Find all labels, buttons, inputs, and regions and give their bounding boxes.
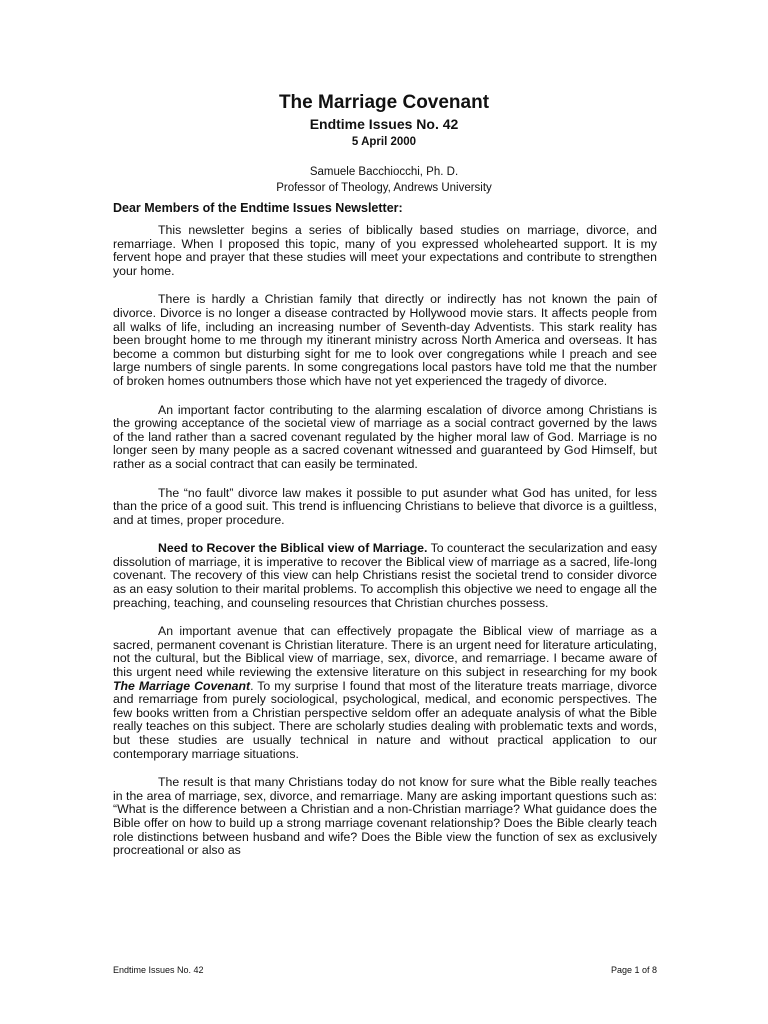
author-name: Samuele Bacchiocchi, Ph. D.: [309, 166, 459, 178]
footer-publication: Endtime Issues No. 42: [113, 965, 204, 975]
salutation: Dear Members of the Endtime Issues Newsletter:: [113, 201, 403, 215]
author-affiliation: Professor of Theology, Andrews University: [276, 182, 492, 194]
paragraph-4: The “no fault” divorce law makes it possible to put asunder what God has united, for less than the price of a good suit. This trend is influencing Christians to believe that divorce is a guiltless, and at times, proper procedure.: [113, 485, 657, 527]
footer-page-number: Page 1 of 8: [610, 965, 657, 975]
page-footer: [113, 965, 657, 975]
section-heading: Need to Recover the Biblical view of Marriage.: [158, 541, 428, 556]
document-subtitle: Endtime Issues No. 42: [309, 116, 459, 132]
paragraph-6-text-a: An important avenue that can effectively propagate the Biblical view of marriage as a sacred, permanent covenant is Christian literature. There is an urgent need for literature articulating, not the cultural, but the Biblical view of marriage, sex, divorce, and remarriage. I became aware of this urgent need while reviewing the extensive literature on this subject in researching for my book: [113, 624, 657, 680]
document-body: [113, 224, 657, 873]
paragraph-6: [113, 625, 657, 761]
paragraph-2: There is hardly a Christian family that directly or indirectly has not known the pain of divorce. Divorce is no longer a disease contracted by Hollywood movie stars. It affects people from all walks of life, including an increasing number of Seventh-day Adventists. This stark reality has been brought home to me through my itinerant ministry across North America and overseas. It has become a common but disturbing sight for me to look over congregations while I preach and see large numbers of single parents. In some congregations local pastors have told me that the number of broken homes outnumbers those which have not yet experienced the tragedy of divorce.: [113, 292, 657, 388]
paragraph-1: This newsletter begins a series of biblically based studies on marriage, divorce, and remarriage. When I proposed this topic, many of you expressed wholehearted support. It is my fervent hope and prayer that these studies will meet your expectations and contribute to strengthen your home.: [113, 223, 657, 278]
document-title: The Marriage Covenant: [278, 92, 490, 113]
paragraph-5: [113, 542, 657, 610]
paragraph-6-text-b: . To my surprise I found that most of the literature treats marriage, divorce and remarriage from purely sociological, psychological, medical, and economic perspectives. The few books written from a Christian perspective seldom offer an adequate analysis of what the Bible really teaches on this subject. There are scholarly studies dealing with problematic texts and words, but these studies are usually technical in nature and without practical application to our contemporary marriage situations.: [113, 678, 657, 761]
paragraph-3: An important factor contributing to the alarming escalation of divorce among Christians is the growing acceptance of the societal view of marriage as a social contract governed by the laws of the land rather than a sacred covenant regulated by the higher moral law of God. Marriage is no longer seen by many people as a sacred covenant witnessed and guaranteed by God Himself, but rather as a social contract that can easily be terminated.: [113, 402, 657, 471]
paragraph-5-text: To counteract the secularization and easy dissolution of marriage, it is imperative to recover the Biblical view of marriage as a sacred, life-long covenant. The recovery of this view can help Christians resist the societal trend to consider divorce as an easy solution to their marital problems. To accomplish this objective we need to engage all the preaching, teaching, and counseling resources that Christian churches possess.: [113, 541, 657, 610]
document-date: 5 April 2000: [351, 136, 417, 148]
paragraph-7: The result is that many Christians today do not know for sure what the Bible really teaches in the area of marriage, sex, divorce, and remarriage. Many are asking important questions such as: “What is the difference between a Christian and a non-Christian marriage? What guidance does the Bible offer on how to build up a strong marriage covenant relationship? Does the Bible clearly teach role distinctions between husband and wife? Does the Bible view the function of sex as exclusively procreational or also as: [113, 775, 657, 858]
document-header: [0, 92, 768, 196]
book-title: The Marriage Covenant: [113, 678, 251, 693]
